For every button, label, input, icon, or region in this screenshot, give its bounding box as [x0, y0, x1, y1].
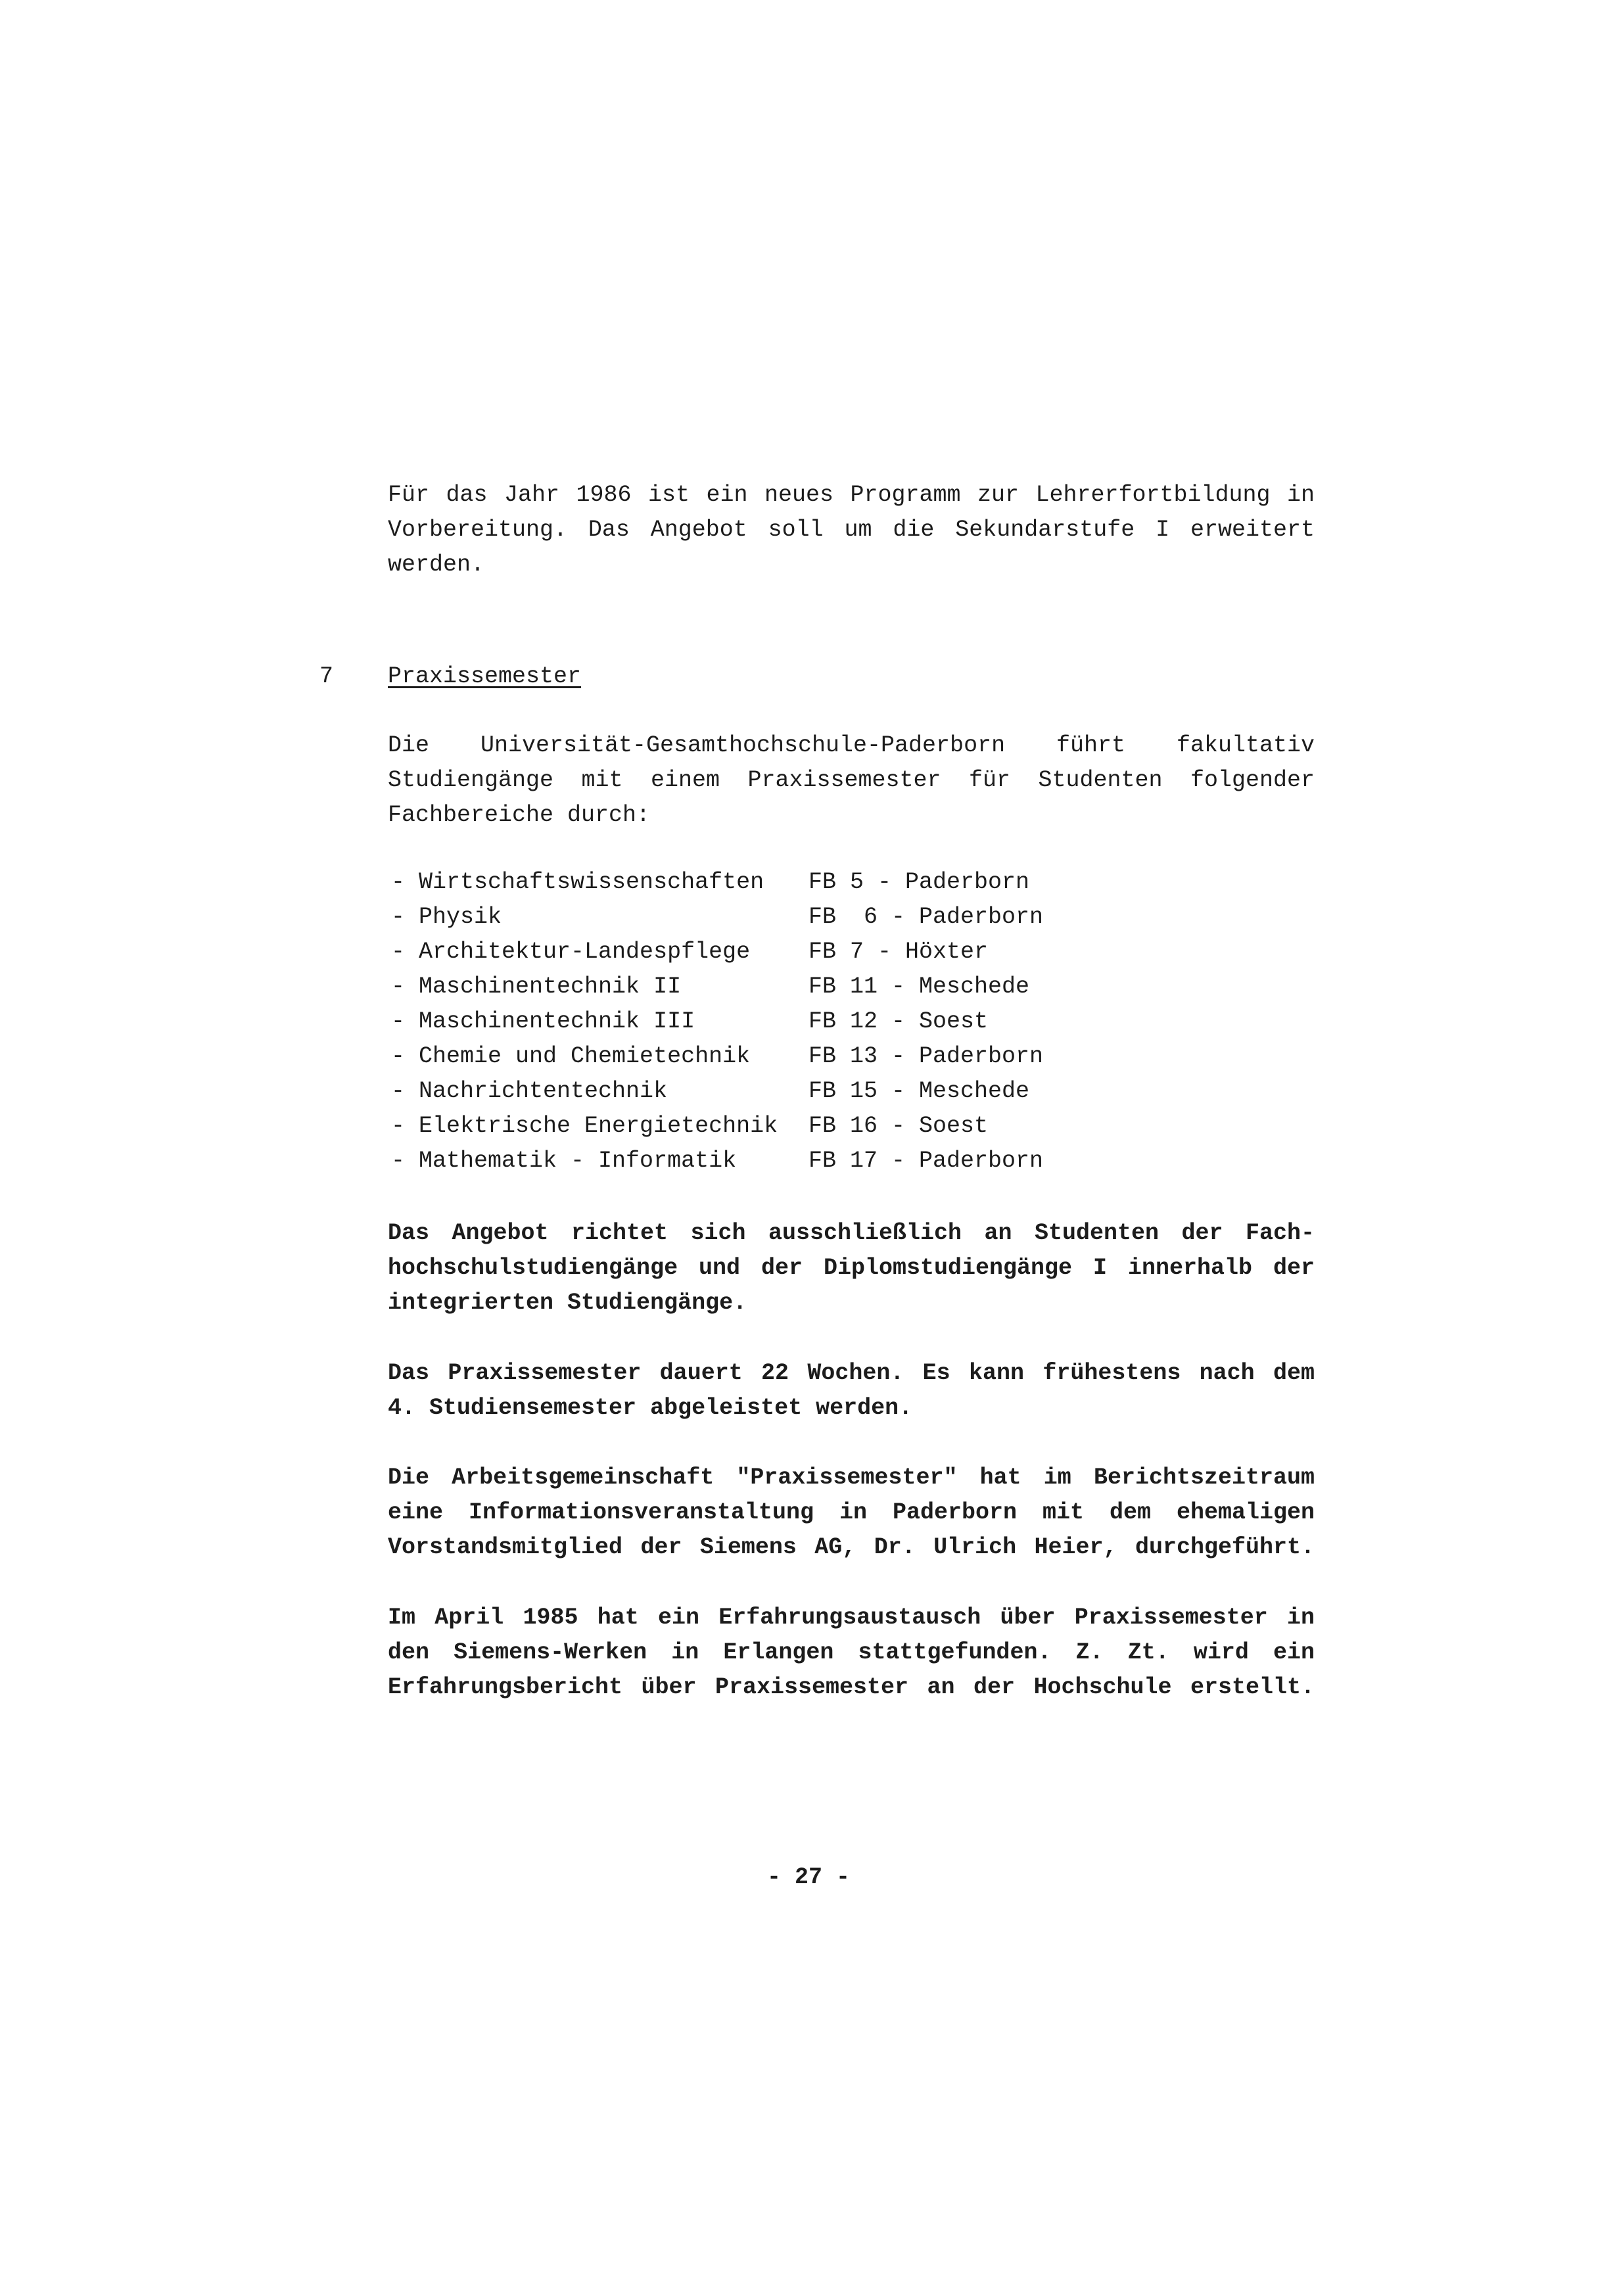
faculty-name: - Physik: [391, 904, 502, 930]
list-item: [391, 865, 1114, 900]
paragraph-duration: [388, 1356, 1315, 1426]
text-line: werden.: [388, 551, 485, 578]
text-line: Erfahrungsbericht über Praxissemester an der Hochschule erstellt.: [388, 1674, 1315, 1700]
paragraph-working-group: [388, 1461, 1315, 1565]
text-line: Studiengänge mit einem Praxissemester für Studenten folgender: [388, 767, 1315, 793]
intro-paragraph: [388, 478, 1315, 582]
text-line: Vorstandsmitglied der Siemens AG, Dr. Ulrich Heier, durchgeführt.: [388, 1534, 1315, 1560]
faculty-name: - Wirtschaftswissenschaften: [391, 869, 764, 895]
faculty-code: FB 16 - Soest: [808, 1113, 989, 1139]
text-line: Das Praxissemester dauert 22 Wochen. Es kann frühestens nach dem: [388, 1360, 1315, 1386]
faculty-list: [391, 865, 1114, 1179]
text-line: den Siemens-Werken in Erlangen stattgefunden. Z. Zt. wird ein: [388, 1639, 1315, 1666]
list-item: [391, 1109, 1114, 1144]
text-line: integrierten Studiengänge.: [388, 1290, 747, 1316]
text-line: hochschulstudiengänge und der Diplomstudiengänge I innerhalb der: [388, 1255, 1315, 1281]
faculty-code: FB 15 - Meschede: [808, 1078, 1030, 1104]
list-item: [391, 970, 1114, 1004]
text-line: Die Arbeitsgemeinschaft "Praxissemester" hat im Berichtszeitraum: [388, 1464, 1315, 1491]
text-line: Die Universität-Gesamthochschule-Paderborn führt fakultativ: [388, 732, 1315, 759]
text-line: Fachbereiche durch:: [388, 802, 651, 828]
text-line: eine Informationsveranstaltung in Paderborn mit dem ehemaligen: [388, 1499, 1315, 1526]
faculty-code: FB 7 - Höxter: [808, 939, 989, 965]
faculty-code: FB 6 - Paderborn: [808, 904, 1044, 930]
faculty-name: - Elektrische Energietechnik: [391, 1113, 778, 1139]
text-line: Im April 1985 hat ein Erfahrungsaustausch über Praxissemester in: [388, 1605, 1315, 1631]
list-item: [391, 1144, 1114, 1179]
faculty-name: - Maschinentechnik III: [391, 1008, 695, 1035]
faculty-code: FB 5 - Paderborn: [808, 869, 1030, 895]
faculty-code: FB 13 - Paderborn: [808, 1043, 1044, 1069]
list-item: [391, 935, 1114, 970]
section-title: Praxissemester: [388, 663, 582, 690]
faculty-name: - Nachrichtentechnik: [391, 1078, 668, 1104]
faculty-name: - Chemie und Chemietechnik: [391, 1043, 751, 1069]
faculty-name: - Architektur-Landespflege: [391, 939, 751, 965]
list-item: [391, 1074, 1114, 1109]
page-number: - 27 -: [766, 1864, 851, 1890]
list-item: [391, 1039, 1114, 1074]
faculty-code: FB 12 - Soest: [808, 1008, 989, 1035]
text-line: Für das Jahr 1986 ist ein neues Programm zur Lehrerfortbildung in: [388, 482, 1315, 508]
list-item: [391, 900, 1114, 935]
faculty-code: FB 17 - Paderborn: [808, 1148, 1044, 1174]
paragraph-faculties-intro: [388, 728, 1315, 833]
text-line: Das Angebot richtet sich ausschließlich an Studenten der Fach-: [388, 1220, 1315, 1246]
text-line: 4. Studiensemester abgeleistet werden.: [388, 1395, 913, 1421]
paragraph-target-group: [388, 1216, 1315, 1321]
list-item: [391, 1004, 1114, 1039]
text-line: Vorbereitung. Das Angebot soll um die Sekundarstufe I erweitert: [388, 517, 1315, 543]
section-number: 7: [319, 663, 334, 690]
faculty-name: - Mathematik - Informatik: [391, 1148, 737, 1174]
faculty-code: FB 11 - Meschede: [808, 973, 1030, 1000]
paragraph-exchange: [388, 1601, 1315, 1705]
faculty-name: - Maschinentechnik II: [391, 973, 682, 1000]
